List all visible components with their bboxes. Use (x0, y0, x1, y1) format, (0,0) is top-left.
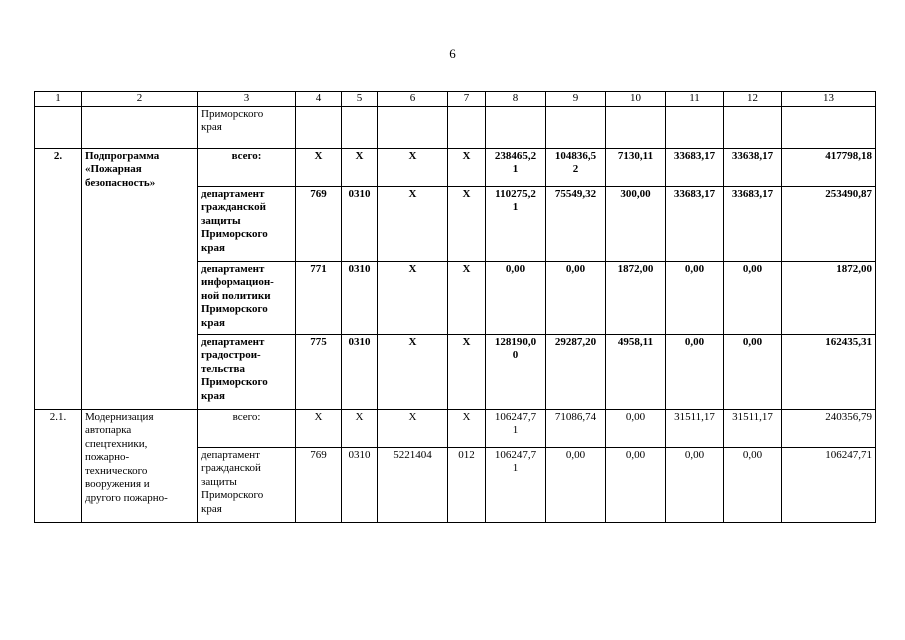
table-cell: 769 (296, 447, 342, 522)
amount-cell: 33683,17 (666, 148, 724, 186)
amount-cell: 0,00 (724, 334, 782, 409)
amount-cell: 75549,32 (546, 186, 606, 261)
amount-cell: 106247,7 1 (486, 409, 546, 447)
amount-cell: 106247,71 (782, 447, 876, 522)
amount-cell: 29287,20 (546, 334, 606, 409)
table-cell: Х (296, 409, 342, 447)
amount-cell: 240356,79 (782, 409, 876, 447)
table-cell: Х (378, 409, 448, 447)
executor-cell: департамент гражданской защиты Приморского края (198, 186, 296, 261)
column-number-row (35, 92, 876, 107)
column-number: 13 (782, 92, 876, 107)
table-cell (82, 106, 198, 148)
table-cell (296, 106, 342, 148)
amount-cell: 0,00 (606, 447, 666, 522)
item-name: Подпрограмма «Пожарная безопасность» (82, 148, 198, 409)
table-cell (546, 106, 606, 148)
amount-cell: 104836,5 2 (546, 148, 606, 186)
column-number: 12 (724, 92, 782, 107)
executor-cell: департамент градострои- тельства Приморского края (198, 334, 296, 409)
column-number: 7 (448, 92, 486, 107)
table-cell: 012 (448, 447, 486, 522)
amount-cell: 110275,2 1 (486, 186, 546, 261)
table-cell (342, 106, 378, 148)
table-cell (448, 106, 486, 148)
table-cell: 0310 (342, 334, 378, 409)
column-number: 5 (342, 92, 378, 107)
executor-cell: департамент гражданской защиты Приморского края (198, 447, 296, 522)
amount-cell: 33638,17 (724, 148, 782, 186)
column-number: 10 (606, 92, 666, 107)
amount-cell: 1872,00 (782, 261, 876, 334)
table-cell: Х (342, 148, 378, 186)
amount-cell: 300,00 (606, 186, 666, 261)
amount-cell: 0,00 (606, 409, 666, 447)
amount-cell: 4958,11 (606, 334, 666, 409)
table-cell: Х (342, 409, 378, 447)
item-name: Модернизация автопарка спецтехники, пожарно- технического вооружения и другого пожарно- (82, 409, 198, 522)
amount-cell: 106247,7 1 (486, 447, 546, 522)
amount-cell: 417798,18 (782, 148, 876, 186)
amount-cell: 33683,17 (724, 186, 782, 261)
table-cell: Х (448, 409, 486, 447)
amount-cell: 0,00 (666, 334, 724, 409)
table-cell (724, 106, 782, 148)
amount-cell: 0,00 (666, 447, 724, 522)
table-cell (35, 106, 82, 148)
table-row (35, 409, 876, 447)
amount-cell: 128190,0 0 (486, 334, 546, 409)
amount-cell: 0,00 (666, 261, 724, 334)
amount-cell: 0,00 (724, 447, 782, 522)
table-cell: Х (378, 148, 448, 186)
table-cell: Х (448, 148, 486, 186)
column-number: 4 (296, 92, 342, 107)
table-cell (486, 106, 546, 148)
column-number: 1 (35, 92, 82, 107)
amount-cell: 0,00 (546, 261, 606, 334)
amount-cell: 31511,17 (666, 409, 724, 447)
table-cell: Х (448, 186, 486, 261)
table-cell: Х (378, 334, 448, 409)
item-number: 2. (35, 148, 82, 409)
page-number: 6 (449, 46, 456, 61)
table-cell: Х (378, 186, 448, 261)
table-cell: 775 (296, 334, 342, 409)
executor-cell: департамент информацион- ной политики Приморского края (198, 261, 296, 334)
amount-cell: 71086,74 (546, 409, 606, 447)
amount-cell: 1872,00 (606, 261, 666, 334)
executor-cell: всего: (198, 409, 296, 447)
amount-cell: 7130,11 (606, 148, 666, 186)
amount-cell: 253490,87 (782, 186, 876, 261)
table-cell: 771 (296, 261, 342, 334)
table-cell (606, 106, 666, 148)
amount-cell: 31511,17 (724, 409, 782, 447)
table-cell: 769 (296, 186, 342, 261)
amount-cell: 238465,2 1 (486, 148, 546, 186)
column-number: 8 (486, 92, 546, 107)
table-cell: Х (448, 261, 486, 334)
table-cell (666, 106, 724, 148)
table-cell (378, 106, 448, 148)
column-number: 11 (666, 92, 724, 107)
table-cell: Х (448, 334, 486, 409)
amount-cell: 0,00 (486, 261, 546, 334)
column-number: 6 (378, 92, 448, 107)
table-cell: 5221404 (378, 447, 448, 522)
executor-cell: Приморского края (198, 106, 296, 148)
amount-cell: 0,00 (546, 447, 606, 522)
amount-cell: 0,00 (724, 261, 782, 334)
table-cell: Х (378, 261, 448, 334)
table-cell: 0310 (342, 261, 378, 334)
table-cell (782, 106, 876, 148)
executor-cell: всего: (198, 148, 296, 186)
continuation-row (35, 106, 876, 148)
column-number: 9 (546, 92, 606, 107)
item-number: 2.1. (35, 409, 82, 522)
table-row (35, 148, 876, 186)
amount-cell: 162435,31 (782, 334, 876, 409)
table-cell: Х (296, 148, 342, 186)
table-cell: 0310 (342, 447, 378, 522)
column-number: 3 (198, 92, 296, 107)
column-number: 2 (82, 92, 198, 107)
table-cell: 0310 (342, 186, 378, 261)
program-funding-table (34, 91, 876, 523)
amount-cell: 33683,17 (666, 186, 724, 261)
